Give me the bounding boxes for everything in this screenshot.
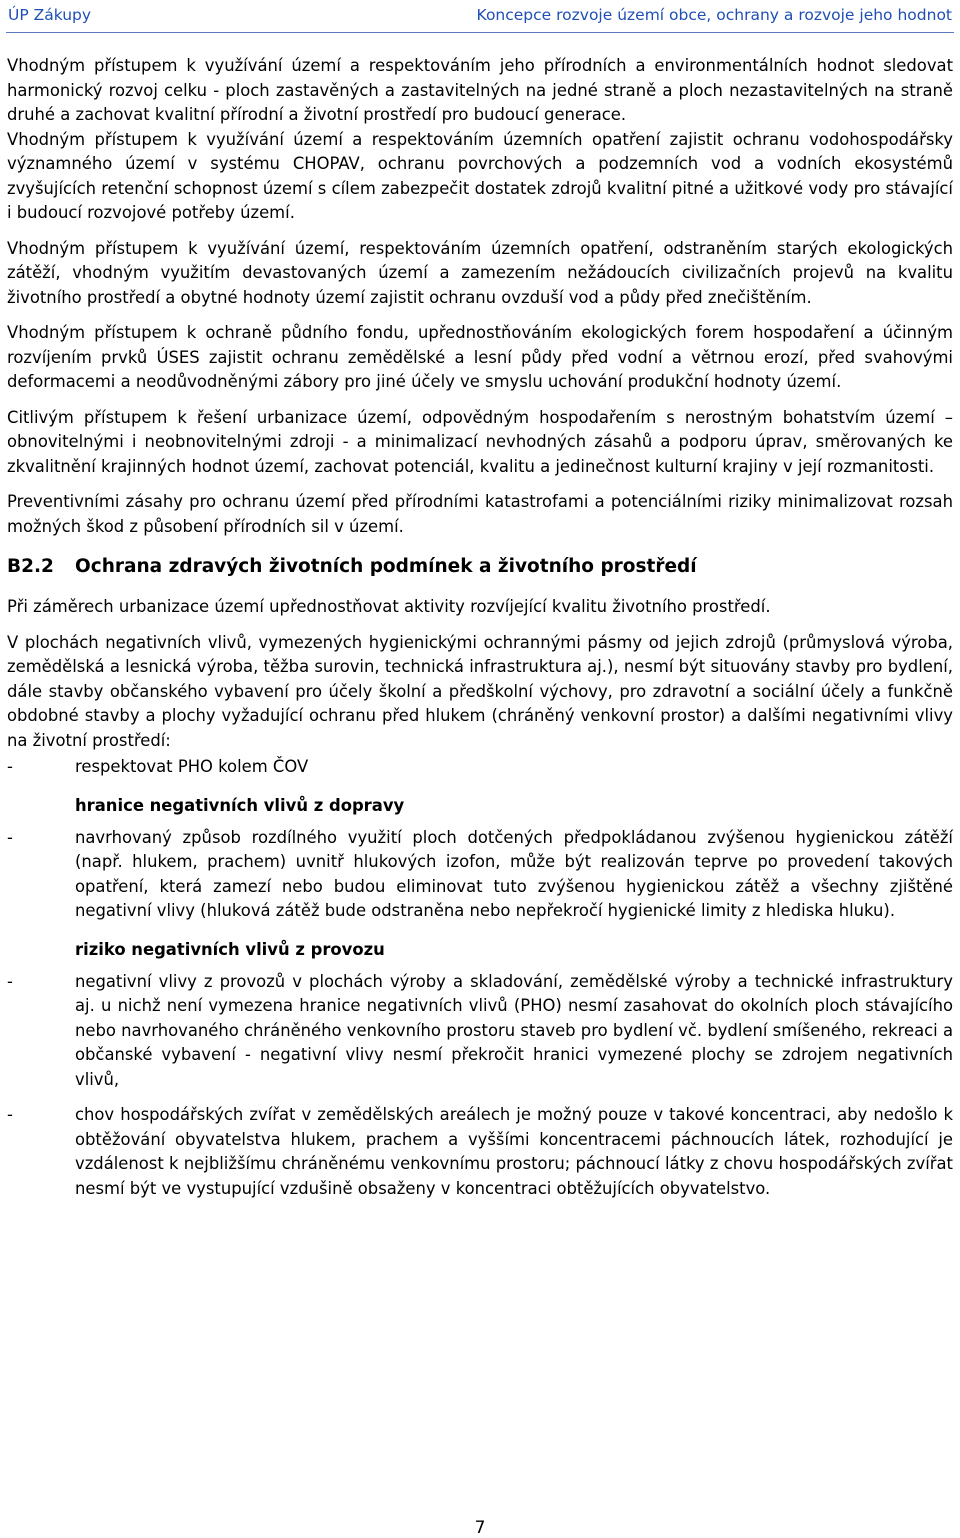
page-header	[8, 4, 952, 26]
list-dash: -	[7, 971, 13, 991]
list-dash: -	[7, 1105, 13, 1124]
list-dash: -	[7, 827, 13, 847]
list-item-text: negativní vlivy z provozů v plochách výroby a skladování, zemědělské výroby a technické infrastruktury aj. u nichž není vymezena hranice negativních vlivů (PHO) nesmí zasahovat do okolních ploch stávajícího nebo navrhovaného chráněného venkovního prostoru staveb pro bydlení vč. bydlení smíšeného, rekreaci a občanské vybavení - negativní vlivy nesmí překročit hranici vymezené plochy se zdrojem negativních vlivů,	[75, 971, 953, 1089]
paragraph: V plochách negativních vlivů, vymezených hygienickými ochrannými pásmy od jejich zdrojů (průmyslová výroba, zemědělská a lesnická výroba, těžba surovin, technická infrastruktura aj.), nesmí být situovány stavby pro bydlení, dále stavby občanského vybavení pro účely školní a předškolní výchovy, pro zdravotní a sociální účely a funkčně obdobné stavby a plochy vyžadující ochranu před hlukem (chráněný venkovní prostor) a dalšími negativními vlivy na životní prostředí:	[7, 632, 953, 750]
document-body	[7, 54, 953, 1201]
section-number: B2.2	[7, 556, 54, 577]
header-divider	[6, 32, 954, 33]
paragraph: Vhodným přístupem k využívání území a respektováním územních opatření zajistit ochranu vodohospodářsky významného území v systému CHOPAV, ochranu povrchových a podzemních vod a vodních ekosystémů zvyšujících retenční schopnost území s cílem zabezpečit dostatek zdrojů kvalitní pitné a užitkové vody pro stávající i budoucí rozvojové potřeby území.	[7, 129, 953, 222]
paragraph: Preventivními zásahy pro ochranu území před přírodními katastrofami a potenciálními riziky minimalizovat rozsah možných škod z působení přírodních sil v území.	[7, 492, 953, 536]
list-item-text: respektovat PHO kolem ČOV	[75, 757, 309, 776]
subheading-doprava: hranice negativních vlivů z dopravy	[75, 795, 405, 815]
list-item	[7, 970, 953, 1093]
list-dash: -	[7, 757, 13, 776]
list-item-text: navrhovaný způsob rozdílného využití ploch dotčených předpokládanou zvýšenou hygienickou zátěží (např. hlukem, prachem) uvnitř hlukových izofon, může být realizován teprve po provedení takových opatření, která zamezí nebo budou eliminovat tuto zvýšenou hygienickou zátěž a všechny zjištěné negativní vlivy (hluková zátěž bude odstraněna nebo nepřekročí hygienické limity z hlediska hluku).	[75, 827, 953, 920]
section-heading	[7, 555, 953, 579]
paragraph: Vhodným přístupem k ochraně půdního fondu, upřednostňováním ekologických forem hospodaření a účinným rozvíjením prvků ÚSES zajistit ochranu zemědělské a lesní půdy před vodní a větrnou erozí, před svahovými deformacemi a neodůvodněnými zábory pro jiné účely ve smyslu uchování produkční hodnoty území.	[7, 323, 953, 391]
page-number: 7	[474, 1518, 486, 1538]
paragraph: Při záměrech urbanizace území upřednostňovat aktivity rozvíjející kvalitu životního prostředí.	[7, 597, 771, 616]
paragraph: Vhodným přístupem k využívání území, respektováním územních opatření, odstraněním starých ekologických zátěží, vhodným využitím devastovaných území a zamezením nežádoucích civilizačních projevů na kvalitu životního prostředí a obytné hodnoty území zajistit ochranu ovzduší vod a půdy před znečištěním.	[7, 238, 953, 307]
list-item	[7, 755, 953, 780]
list-item	[7, 1103, 953, 1201]
subheading-provoz: riziko negativních vlivů z provozu	[75, 939, 385, 959]
paragraph: Citlivým přístupem k řešení urbanizace území, odpovědným hospodařením s nerostným bohatstvím území – obnovitelnými i neobnovitelnými zdroji - a minimalizací nevhodných zásahů a podporu úprav, směrovaných ke zkvalitnění krajinných hodnot území, zachovat potenciál, kvalitu a jedinečnost kulturní krajiny v její rozmanitosti.	[7, 407, 953, 476]
header-right: Koncepce rozvoje území obce, ochrany a rozvoje jeho hodnot	[476, 6, 952, 24]
list-item-text: chov hospodářských zvířat v zemědělských areálech je možný pouze v takové koncentraci, aby nedošlo k obtěžování obyvatelstva hlukem, prachem a vyššími koncentracemi páchnoucích látek, rozhodující je vzdálenost k nejbližšímu chráněnému venkovnímu prostoru; páchnoucí látky z chovu hospodářských zvířat nesmí být ve vystupující vzdušině obsaženy v koncentraci obtěžujících obyvatelstvo.	[75, 1105, 953, 1198]
list-item	[7, 826, 953, 924]
header-left: ÚP Zákupy	[8, 6, 92, 24]
paragraph: Vhodným přístupem k využívání území a respektováním jeho přírodních a environmentálních hodnot sledovat harmonický rozvoj celku - ploch zastavěných a zastavitelných na jedné straně a ploch nezastavitelných na straně druhé a zachovat kvalitní přírodní a životní prostředí pro budoucí generace.	[7, 56, 953, 124]
section-title: Ochrana zdravých životních podmínek a životního prostředí	[75, 556, 697, 577]
